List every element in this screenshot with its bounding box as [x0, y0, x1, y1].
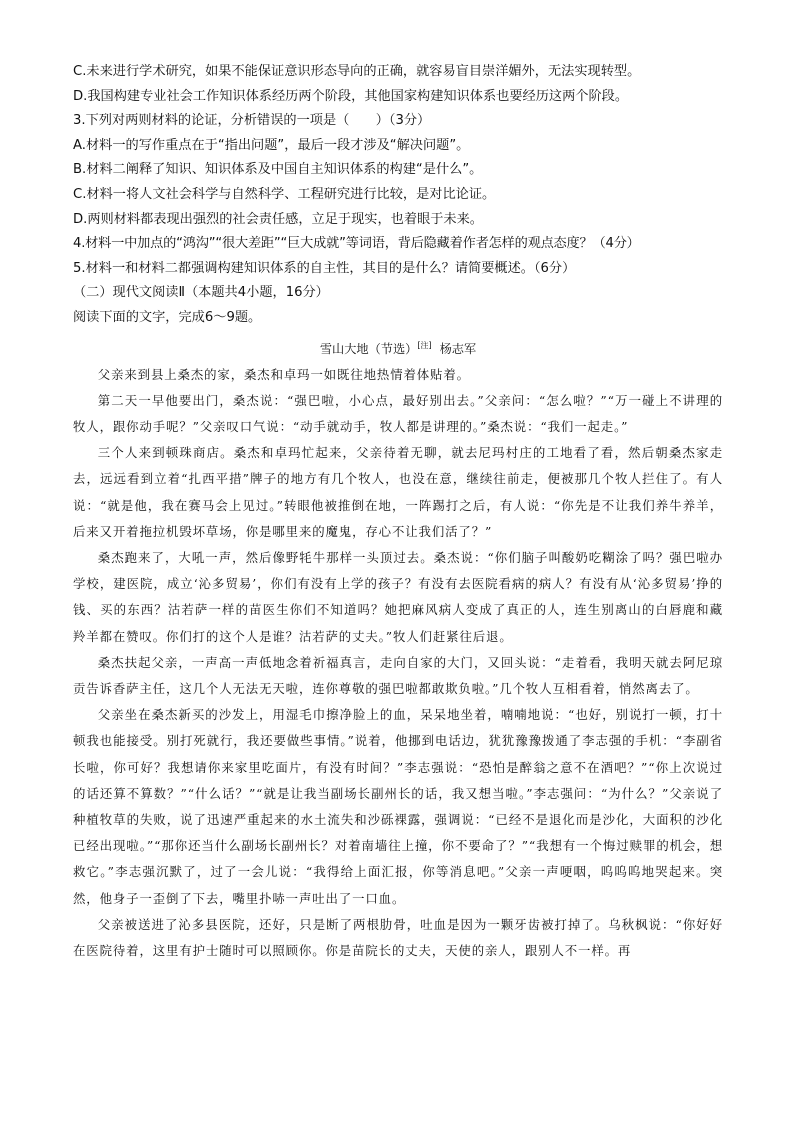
passage-paragraph-4: 桑杰跑来了，大吼一声，然后像野牦牛那样一头顶过去。桑杰说：“你们脑子叫酸奶吃糊涂了吗？强巴啦办学校，建医院，成立‘沁多贸易’，你们有没有上学的孩子？有没有去医院看病的病人？有没有从‘沁多贸易’挣的钱、买的东西？沽若萨一样的苗医生你们不知道吗？她把麻风病人变成了真正的人，连生别离山的白唇鹿和藏羚羊都在赞叹。你们打的这个人是谁？沽若萨的丈夫。”牧人们赶紧往后退。 — [73, 550, 723, 644]
passage-paragraph-1: 父亲来到县上桑杰的家，桑杰和卓玛一如既往地热情着体贴着。 — [97, 366, 470, 382]
q2-option-d: D.我国构建专业社会工作知识体系经历两个阶段，其他国家构建知识体系也要经历这两个阶段。 — [73, 88, 629, 104]
q3-option-d: D.两则材料都表现出强烈的社会责任感，立足于现实，也着眼于未来。 — [73, 211, 483, 227]
passage-author: 杨志军 — [439, 341, 477, 356]
page-content — [73, 60, 723, 964]
passage-paragraph-6: 父亲坐在桑杰新买的沙发上，用湿毛巾擦净脸上的血，呆呆地坐着，喃喃地说：“也好，别说打一顿，打十顿我也能接受。别打死就行，我还要做些事情。”说着，他挪到电话边，犹犹豫豫拨通了李志强的手机：“李副省长啦，你可好？我想请你来家里吃面片，有没有时间？”李志强说：“恐怕是醉翁之意不在酒吧？”“你上次说过的话还算不算数？”“什么话？”“就是让我当副场长副州长的话，我又想当啦。”李志强问：“为什么？”父亲说了种植牧草的失败，说了迅速严重起来的水土流失和沙砾裸露，强调说：“已经不是退化而是沙化，大面积的沙化已经出现啦。”“那你还当什么副场长副州长？对着南墙往上撞，你不要命了？”“我想有一个悔过赎罪的机会，想救它。”李志强沉默了，过了一会儿说：“我得给上面汇报，你等消息吧。”父亲一声哽咽，呜呜呜地哭起来。突然，他身子一歪倒了下去，嘴里扑哧一声吐出了一口血。 — [73, 707, 723, 906]
q3-stem: 3.下列对两则材料的论证，分析错误的一项是（ ）（3分） — [73, 113, 431, 129]
q3-option-c: C.材料一将人文社会科学与自然科学、工程研究进行比较，是对比论证。 — [73, 186, 496, 202]
passage-paragraph-3: 三个人来到顿珠商店。桑杰和卓玛忙起来，父亲待着无聊，就去尼玛村庄的工地看了看，然后朝桑杰家走去，远远看到立着“扎西平措”牌子的地方有几个牧人，也没在意，继续往前走，便被那几个牧人拦住了。有人说：“就是他，我在赛马会上见过。”转眼他被推倒在地，一阵踢打之后，有人说：“你先是不让我们养牛养羊，后来又开着拖拉机毁坏草场，你是哪里来的魔鬼，存心不让我们活了？” — [73, 445, 723, 539]
section-heading: （二）现代文阅读Ⅱ（本题共4小题，16分） — [73, 285, 329, 301]
passage-paragraph-7: 父亲被送进了沁多县医院，还好，只是断了两根肋骨，吐血是因为一颗牙齿被打掉了。乌秋枫说：“你好好在医院待着，这里有护士随时可以照顾你。你是苗院长的丈夫，天使的亲人，跟别人不一样。再 — [73, 916, 723, 959]
q3-option-a: A.材料一的写作重点在于“指出问题”，最后一段才涉及“解决问题”。 — [73, 137, 470, 153]
section-instruction: 阅读下面的文字，完成6～9题。 — [73, 309, 262, 325]
q4-question: 4.材料一中加点的“鸿沟”“很大差距”“巨大成就”等词语，背后隐藏着作者怎样的观点态度？（4分） — [73, 236, 640, 252]
passage-title: 雪山大地（节选） — [319, 341, 418, 356]
passage-paragraph-2: 第二天一早他要出门，桑杰说：“强巴啦，小心点，最好别出去。”父亲问：“怎么啦？”“万一碰上不讲理的牧人，跟你动手呢？”父亲叹口气说：“动手就动手，牧人都是讲理的。”桑杰说：“我们一起走。” — [73, 392, 723, 434]
passage-note: [注] — [417, 340, 432, 350]
passage-paragraph-5: 桑杰扶起父亲，一声高一声低地念着祈福真言，走向自家的大门，又回头说：“走着看，我明天就去阿尼琼贡告诉香萨主任，这几个人无法无天啦，连你尊敬的强巴啦都敢欺负啦。”几个牧人互相看着，悄然离去了。 — [73, 654, 723, 697]
q3-option-b: B.材料二阐释了知识、知识体系及中国自主知识体系的构建“是什么”。 — [73, 162, 483, 178]
q5-question: 5.材料一和材料二都强调构建知识体系的自主性，其目的是什么？请简要概述。（6分） — [73, 260, 576, 276]
passage-title-line — [73, 335, 723, 360]
q2-option-c: C.未来进行学术研究，如果不能保证意识形态导向的正确，就容易盲目崇洋媚外，无法实现转型。 — [73, 64, 641, 79]
